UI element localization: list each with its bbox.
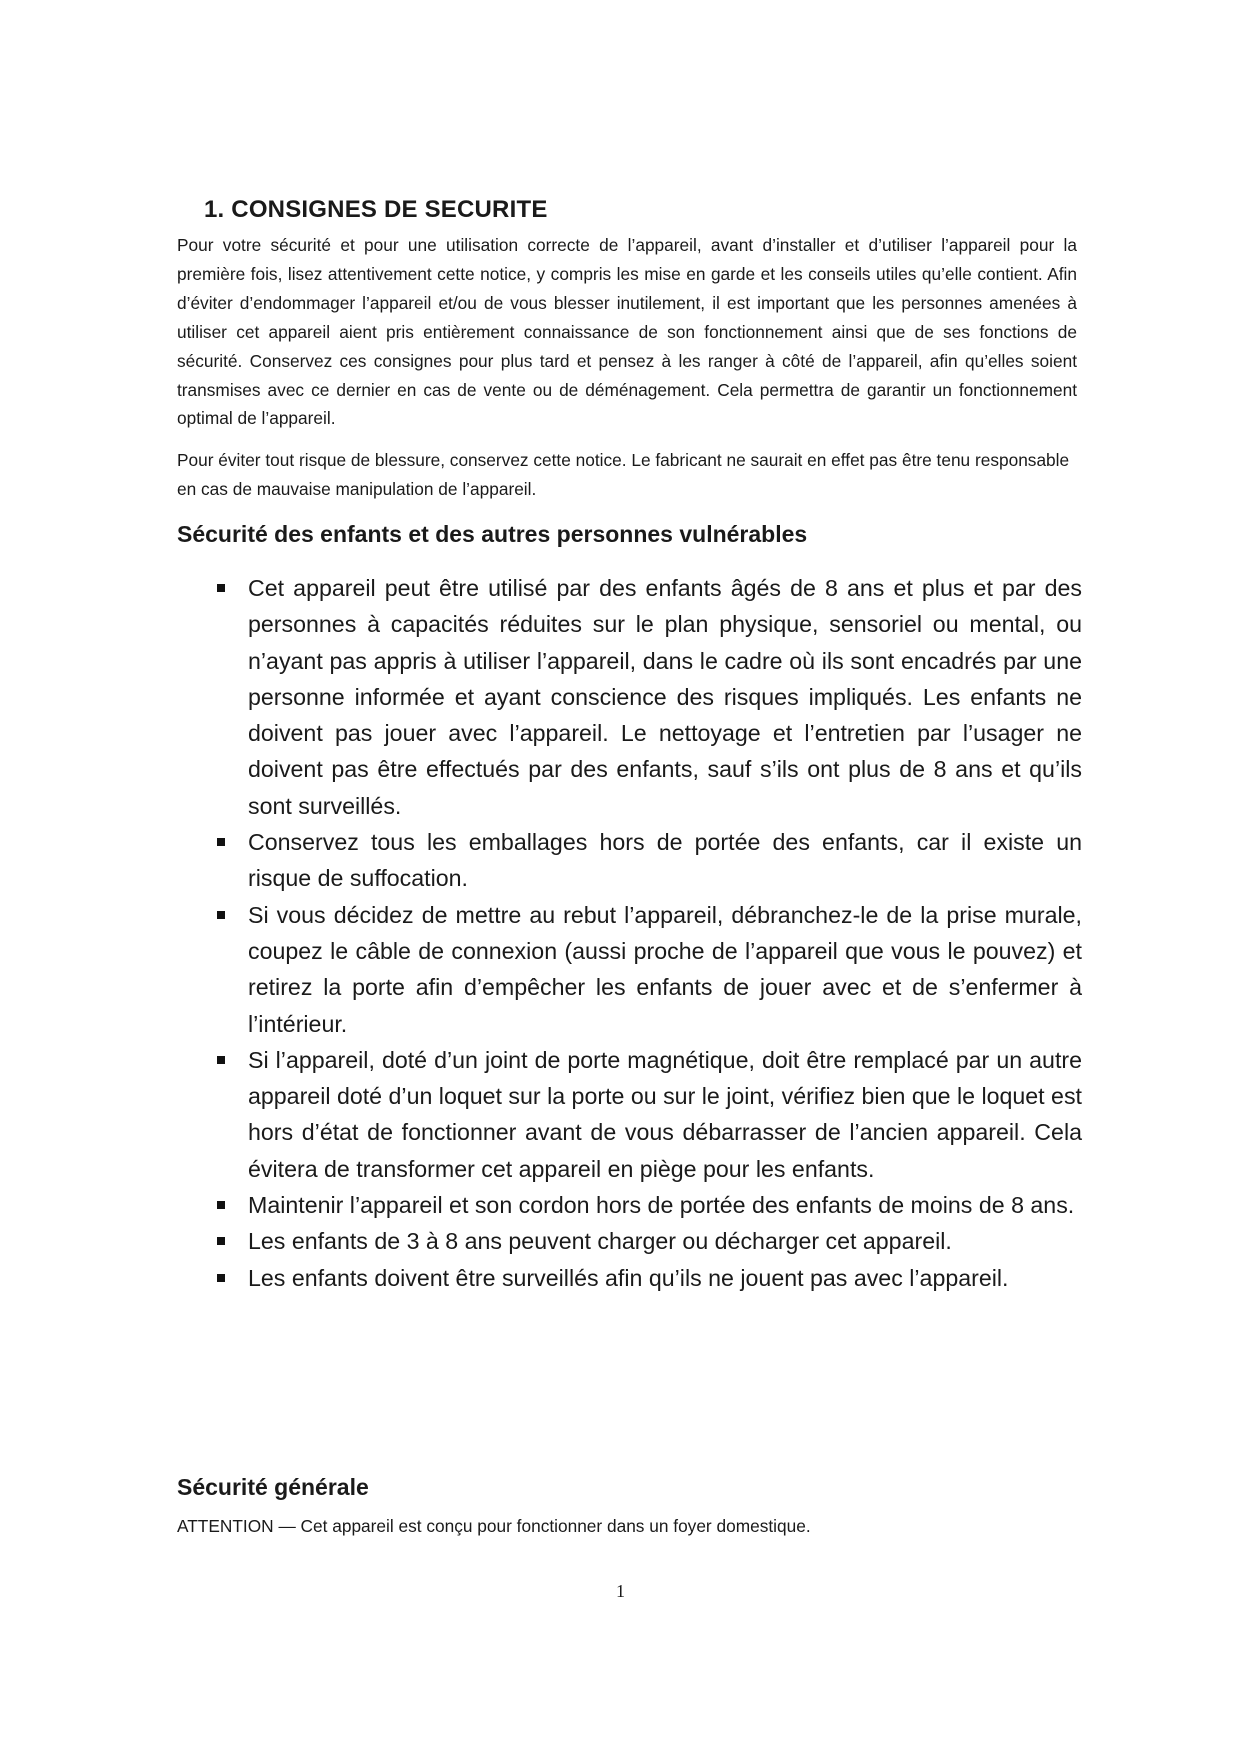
list-item [212, 1042, 1082, 1187]
list-item [212, 1260, 1082, 1296]
intro-paragraph-2: Pour éviter tout risque de blessure, conservez cette notice. Le fabricant ne saurait en effet pas être tenu responsable en cas de mauvaise manipulation de l’appareil. [177, 450, 1070, 499]
list-item-text: Cet appareil peut être utilisé par des enfants âgés de 8 ans et plus et par des personnes à capacités réduites sur le plan physique, sensoriel ou mental, ou n’ayant pas appris à utiliser l’appareil, dans le cadre où ils sont encadrés par une personne informée et ayant conscience des risques impliqués. Les enfants ne doivent pas jouer avec l’appareil. Le nettoyage et l’entretien par l’usager ne doivent pas être effectués par des enfants, sauf s’ils ont plus de 8 ans et qu’ils sont surveillés. [248, 575, 1082, 819]
list-item-text: Maintenir l’appareil et son cordon hors de portée des enfants de moins de 8 ans. [248, 1192, 1075, 1219]
list-item [212, 897, 1082, 1042]
children-safety-heading: Sécurité des enfants et des autres personnes vulnérables [177, 521, 808, 547]
attention-text: ATTENTION — Cet appareil est conçu pour fonctionner dans un foyer domestique. [177, 1516, 811, 1536]
square-bullet-icon [217, 1237, 225, 1245]
square-bullet-icon [217, 584, 225, 592]
intro-paragraph: Pour votre sécurité et pour une utilisation correcte de l’appareil, avant d’installer et d’utiliser l’appareil pour la première fois, lisez attentivement cette notice, y compris les mise en garde et les conseils utiles qu’elle contient. Afin d’éviter d’endommager l’appareil et/ou de vous blesser inutilement, il est important que les personnes amenées à utiliser cet appareil aient pris entièrement connaissance de son fonctionnement ainsi que de ses fonctions de sécurité. Conservez ces consignes pour plus tard et pensez à les ranger à côté de l’appareil, afin qu’elles soient transmises avec ce dernier en cas de vente ou de déménagement. Cela permettra de garantir un fonctionnement optimal de l’appareil. [177, 235, 1077, 429]
square-bullet-icon [217, 1201, 225, 1209]
square-bullet-icon [217, 911, 225, 919]
list-item [212, 824, 1082, 897]
list-item-text: Les enfants doivent être surveillés afin qu’ils ne jouent pas avec l’appareil. [248, 1264, 1009, 1291]
square-bullet-icon [217, 1274, 225, 1282]
list-item [212, 570, 1082, 824]
list-item-text: Conservez tous les emballages hors de portée des enfants, car il existe un risque de suffocation. [248, 829, 1082, 892]
list-item-text: Si l’appareil, doté d’un joint de porte magnétique, doit être remplacé par un autre appareil doté d’un loquet sur la porte ou sur le joint, vérifiez bien que le loquet est hors d’état de fonctionner avant de vous débarrasser de l’ancien appareil. Cela évitera de transformer cet appareil en piège pour les enfants. [248, 1046, 1082, 1182]
section-title: 1. CONSIGNES DE SECURITE [204, 196, 548, 223]
children-safety-list [212, 570, 1082, 1296]
list-item [212, 1223, 1082, 1259]
list-item-text: Si vous décidez de mettre au rebut l’appareil, débranchez-le de la prise murale, coupez le câble de connexion (aussi proche de l’appareil que vous le pouvez) et retirez la porte afin d’empêcher les enfants de jouer avec et de s’enfermer à l’intérieur. [248, 901, 1082, 1037]
page-number: 1 [616, 1581, 625, 1601]
list-item [212, 1187, 1082, 1223]
square-bullet-icon [217, 838, 225, 846]
general-safety-heading: Sécurité générale [177, 1474, 369, 1500]
list-item-text: Les enfants de 3 à 8 ans peuvent charger ou décharger cet appareil. [248, 1228, 952, 1255]
square-bullet-icon [217, 1056, 225, 1064]
